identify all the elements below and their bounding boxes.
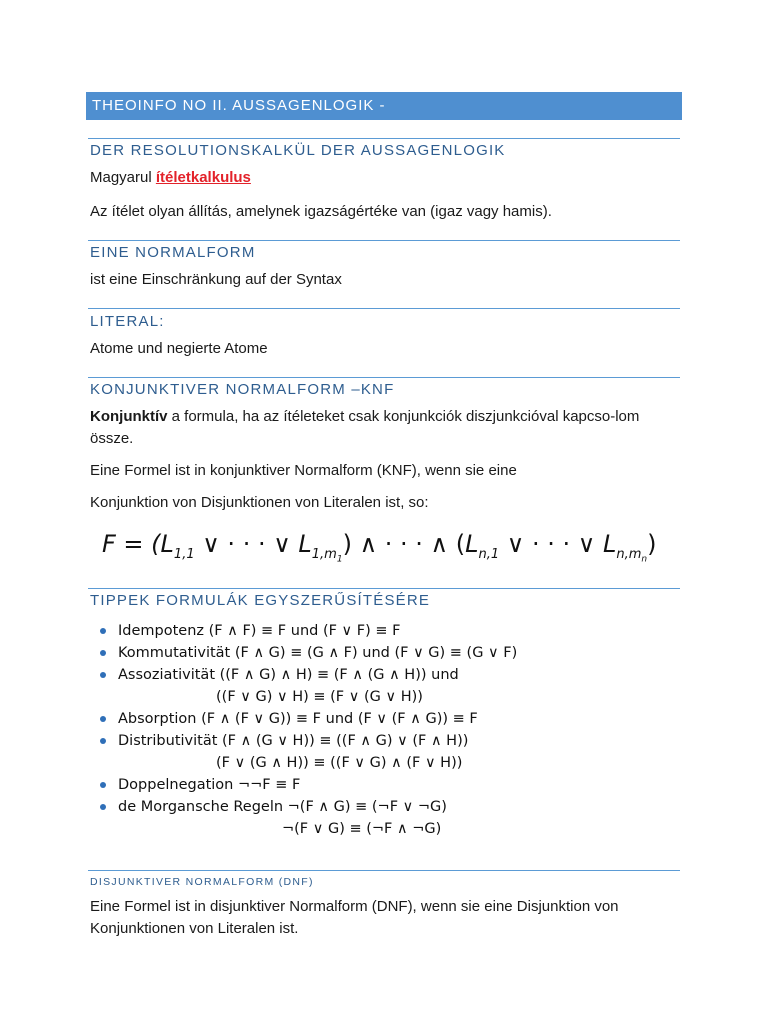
- list-item: Absorption (F ∧ (F ∨ G)) ≡ F und (F ∨ (F ∧ G)) ≡ F: [100, 708, 660, 730]
- list-item: Idempotenz (F ∧ F) ≡ F und (F ∨ F) ≡ F: [100, 620, 660, 642]
- bullet-icon: [100, 716, 106, 722]
- section-title-knf: KONJUNKTIVER NORMALFORM –KNF: [90, 381, 395, 398]
- section-title-normalform: EINE NORMALFORM: [90, 244, 256, 261]
- section-divider: [88, 588, 680, 589]
- section-title-dnf: DISJUNKTIVER NORMALFORM (DNF): [90, 876, 314, 888]
- list-item: Kommutativität (F ∧ G) ≡ (G ∧ F) und (F ∨ G) ≡ (G ∨ F): [100, 642, 660, 664]
- formula-close: ): [647, 530, 657, 558]
- paragraph-knf-definition-2: Konjunktion von Disjunktionen von Literalen ist, so:: [90, 494, 429, 511]
- formula-or-dots-1: ∨ · · · ∨: [194, 530, 299, 558]
- list-item: Doppelnegation ¬¬F ≡ F: [100, 774, 660, 796]
- bullet-icon: [100, 628, 106, 634]
- list-item: de Morgansche Regeln ¬(F ∧ G) ≡ (¬F ∨ ¬G) ¬(F ∨ G) ≡ (¬F ∧ ¬G): [100, 796, 660, 840]
- formula-lhs: F = (: [102, 530, 161, 558]
- bullet-icon: [100, 782, 106, 788]
- section-divider: [88, 138, 680, 139]
- konjunktiv-term: Konjunktív: [90, 408, 168, 425]
- list-item: Assoziativität ((F ∧ G) ∧ H) ≡ (F ∧ (G ∧ H)) und ((F ∨ G) ∨ H) ≡ (F ∨ (G ∨ H)): [100, 664, 660, 708]
- section-divider: [88, 240, 680, 241]
- section-divider: [88, 308, 680, 309]
- magyarul-label: Magyarul: [90, 169, 156, 186]
- formula-and-dots: ) ∧ · · · ∧ (: [342, 530, 466, 558]
- paragraph-konjunktiv: [90, 406, 680, 450]
- iteletkalkulus-link[interactable]: ítéletkalkulus: [155, 169, 251, 186]
- formula-or-dots-2: ∨ · · · ∨: [499, 530, 603, 558]
- section-divider: [88, 870, 680, 871]
- tips-list: [100, 620, 660, 840]
- bullet-icon: [100, 650, 106, 656]
- bullet-icon: [100, 672, 106, 678]
- konjunktiv-definition: a formula, ha az ítéleteket csak konjunkciók diszjunkcióval kapcso-lom össze.: [90, 408, 640, 447]
- paragraph-dnf: Eine Formel ist in disjunktiver Normalform (DNF), wenn sie eine Disjunktion von Konjunktionen von Literalen ist.: [90, 898, 619, 937]
- section-title-literal: LITERAL:: [90, 313, 165, 330]
- paragraph-literal: Atome und negierte Atome: [90, 340, 268, 357]
- paragraph-knf-definition: Eine Formel ist in konjunktiver Normalform (KNF), wenn sie eine: [90, 462, 517, 479]
- paragraph-normalform: ist eine Einschränkung auf der Syntax: [90, 271, 342, 288]
- paragraph-magyarul: [90, 167, 680, 189]
- list-item: Distributivität (F ∧ (G ∨ H)) ≡ ((F ∧ G) ∨ (F ∧ H)) (F ∨ (G ∧ H)) ≡ ((F ∨ G) ∧ (F ∨ H)): [100, 730, 660, 774]
- knf-formula: $F = (L_{1,1}$ ∨ · · · ∨ $L_{1,m_1}$) ∧ · · · ∧ ($L_{n,1}$ ∨ · · · ∨ $L_{n,m_n}$): [102, 530, 657, 565]
- section-title-tipps: TIPPEK FORMULÁK EGYSZERŰSÍTÉSÉRE: [90, 592, 431, 609]
- paragraph-itelet: Az ítélet olyan állítás, amelynek igazságértéke van (igaz vagy hamis).: [90, 203, 552, 220]
- bullet-icon: [100, 738, 106, 744]
- bullet-icon: [100, 804, 106, 810]
- page-title-banner: THEOINFO NO II. AUSSAGENLOGIK -: [86, 92, 682, 120]
- section-title-resolution: DER RESOLUTIONSKALKÜL DER AUSSAGENLOGIK: [90, 142, 506, 159]
- section-divider: [88, 377, 680, 378]
